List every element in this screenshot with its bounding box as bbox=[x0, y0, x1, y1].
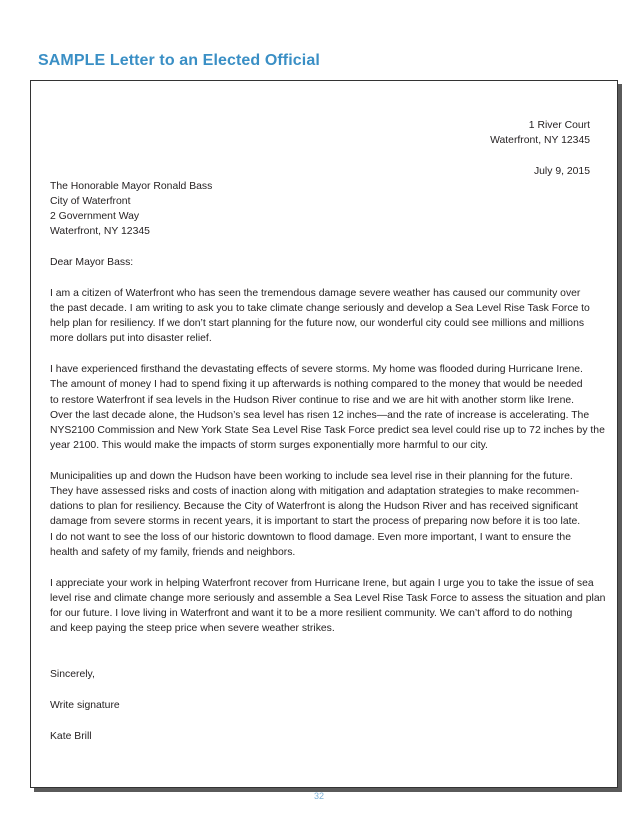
closing: Sincerely, bbox=[50, 669, 95, 681]
letter-body bbox=[50, 118, 606, 744]
paragraph-line: to restore Waterfront if sea levels in the Hudson River continue to rise and we are hit with another storm like Irene. bbox=[50, 394, 575, 406]
paragraph-line: for our future. I love living in Waterfront and want it to be a more resilient community. We can’t afford to do nothing bbox=[50, 607, 573, 619]
paragraph bbox=[50, 469, 590, 560]
recipient-line: Waterfront, NY 12345 bbox=[50, 226, 150, 238]
recipient-line: The Honorable Mayor Ronald Bass bbox=[50, 180, 213, 192]
paragraph bbox=[50, 576, 606, 637]
paragraph-line: the past decade. I am writing to ask you to take climate change seriously and develop a Sea Level Rise Task Force to bbox=[50, 303, 590, 315]
paragraph-line: more dollars put into disaster relief. bbox=[50, 333, 212, 345]
paragraph-line: Over the last decade alone, the Hudson’s sea level has risen 12 inches—and the rate of increase is accelerating. The bbox=[50, 409, 590, 421]
paragraph-line: year 2100. This would make the impacts of storm surges exponentially more harmful to our city. bbox=[50, 440, 488, 452]
paragraph-line: They have assessed risks and costs of inaction along with mitigation and adaptation strategies to make recommen- bbox=[50, 486, 580, 498]
paragraph-line: Municipalities up and down the Hudson have been working to include sea level rise in their planning for the future. bbox=[50, 470, 573, 482]
paragraph-line: I have experienced firsthand the devastating effects of severe storms. My home was flooded during Hurricane Irene. bbox=[50, 364, 583, 376]
paragraph-line: and keep paying the steep price when severe weather strikes. bbox=[50, 623, 335, 635]
sender-address-line: 1 River Court bbox=[528, 120, 590, 131]
page-number: 32 bbox=[313, 791, 324, 801]
paragraph-line: The amount of money I had to spend fixing it up afterwards is nothing compared to the money that would be needed bbox=[50, 379, 583, 391]
paragraph-line: health and safety of my family, friends and neighbors. bbox=[50, 546, 296, 558]
sender-name: Kate Brill bbox=[50, 730, 92, 742]
paragraph-line: I am a citizen of Waterfront who has seen the tremendous damage severe weather has caused our community over bbox=[50, 287, 581, 299]
paragraph-line: level rise and climate change more seriously and assemble a Sea Level Rise Task Force to assess the situation and plan bbox=[50, 592, 606, 604]
sender-address-line: Waterfront, NY 12345 bbox=[490, 135, 590, 147]
signature-placeholder: Write signature bbox=[50, 700, 120, 712]
salutation: Dear Mayor Bass: bbox=[50, 257, 134, 269]
recipient-address bbox=[50, 179, 590, 240]
sender-address bbox=[50, 118, 590, 148]
paragraph-line: help plan for resiliency. If we don’t start planning for the future now, our wonderful city could see millions and millions bbox=[50, 318, 585, 330]
paragraph-line: NYS2100 Commission and New York State Sea Level Rise Task Force predict sea level could rise up to 72 inches by the bbox=[50, 424, 605, 436]
paragraph-line: I do not want to see the loss of our historic downtown to flood damage. Even more important, I want to ensure the bbox=[50, 531, 571, 543]
paragraph-line: damage from severe storms in recent years, it is important to start the process of preparing now before it is too late. bbox=[50, 516, 581, 528]
paragraph bbox=[50, 286, 590, 347]
recipient-line: 2 Government Way bbox=[50, 211, 140, 223]
paragraph-line: dations to plan for resiliency. Because the City of Waterfront is along the Hudson River and has received significant bbox=[50, 501, 578, 513]
page-heading: SAMPLE Letter to an Elected Official bbox=[38, 52, 320, 69]
letter-date: July 9, 2015 bbox=[533, 165, 590, 177]
letter-date-block bbox=[50, 164, 590, 179]
paragraph-line: I appreciate your work in helping Waterfront recover from Hurricane Irene, but again I urge you to take the issue of sea bbox=[50, 577, 594, 589]
paragraph bbox=[50, 362, 605, 453]
recipient-line: City of Waterfront bbox=[50, 196, 131, 207]
